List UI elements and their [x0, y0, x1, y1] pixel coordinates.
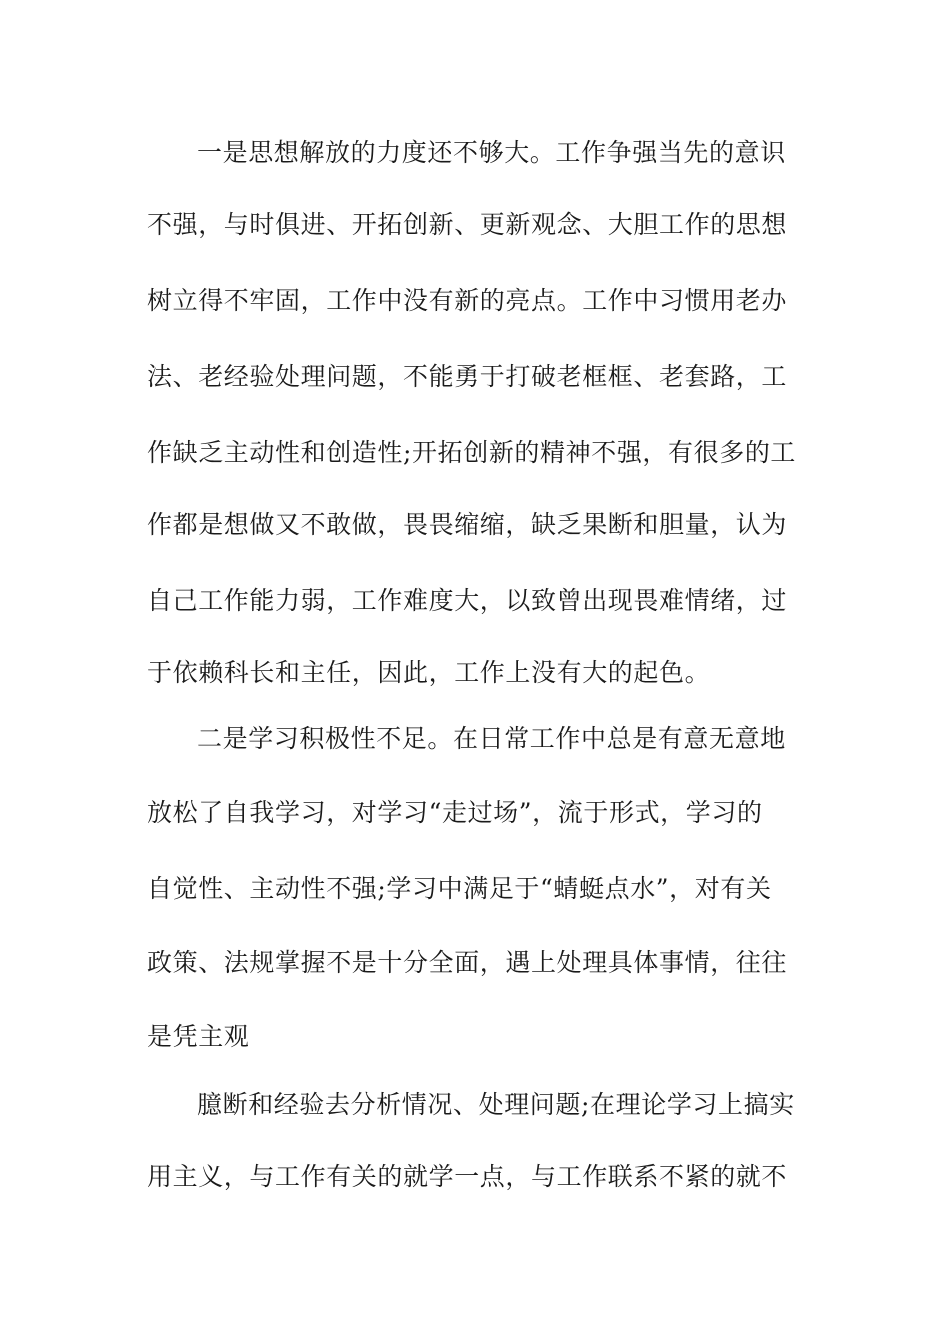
paragraph-2-line-4: 政策、法规掌握不是十分全面，遇上处理具体事情，往往 [147, 948, 788, 977]
paragraph-1-line-3: 树立得不牢固，工作中没有新的亮点。工作中习惯用老办 [147, 286, 788, 315]
paragraph-1-line-5: 作缺乏主动性和创造性;开拓创新的精神不强，有很多的工 [147, 438, 797, 467]
paragraph-2-line-5: 是凭主观 [147, 1022, 250, 1051]
paragraph-2-line-3: 自觉性、主动性不强;学习中满足于“蜻蜓点水”，对有关 [147, 874, 772, 903]
paragraph-1-line-8: 于依赖科长和主任，因此，工作上没有大的起色。 [147, 658, 711, 687]
paragraph-3-line-2: 用主义，与工作有关的就学一点，与工作联系不紧的就不 [147, 1162, 788, 1191]
paragraph-1-line-2: 不强，与时俱进、开拓创新、更新观念、大胆工作的思想 [147, 210, 788, 239]
paragraph-1-line-7: 自己工作能力弱，工作难度大，以致曾出现畏难情绪，过 [147, 586, 788, 615]
paragraph-3-line-1: 臆断和经验去分析情况、处理问题;在理论学习上搞实 [197, 1090, 795, 1119]
paragraph-1-line-1: 一是思想解放的力度还不够大。工作争强当先的意识 [197, 138, 786, 167]
paragraph-2-line-1: 二是学习积极性不足。在日常工作中总是有意无意地 [197, 724, 786, 753]
paragraph-1-line-4: 法、老经验处理问题，不能勇于打破老框框、老套路，工 [147, 362, 788, 391]
paragraph-2-line-2: 放松了自我学习，对学习“走过场”，流于形式，学习的 [147, 798, 763, 827]
paragraph-1-line-6: 作都是想做又不敢做，畏畏缩缩，缺乏果断和胆量，认为 [147, 510, 788, 539]
